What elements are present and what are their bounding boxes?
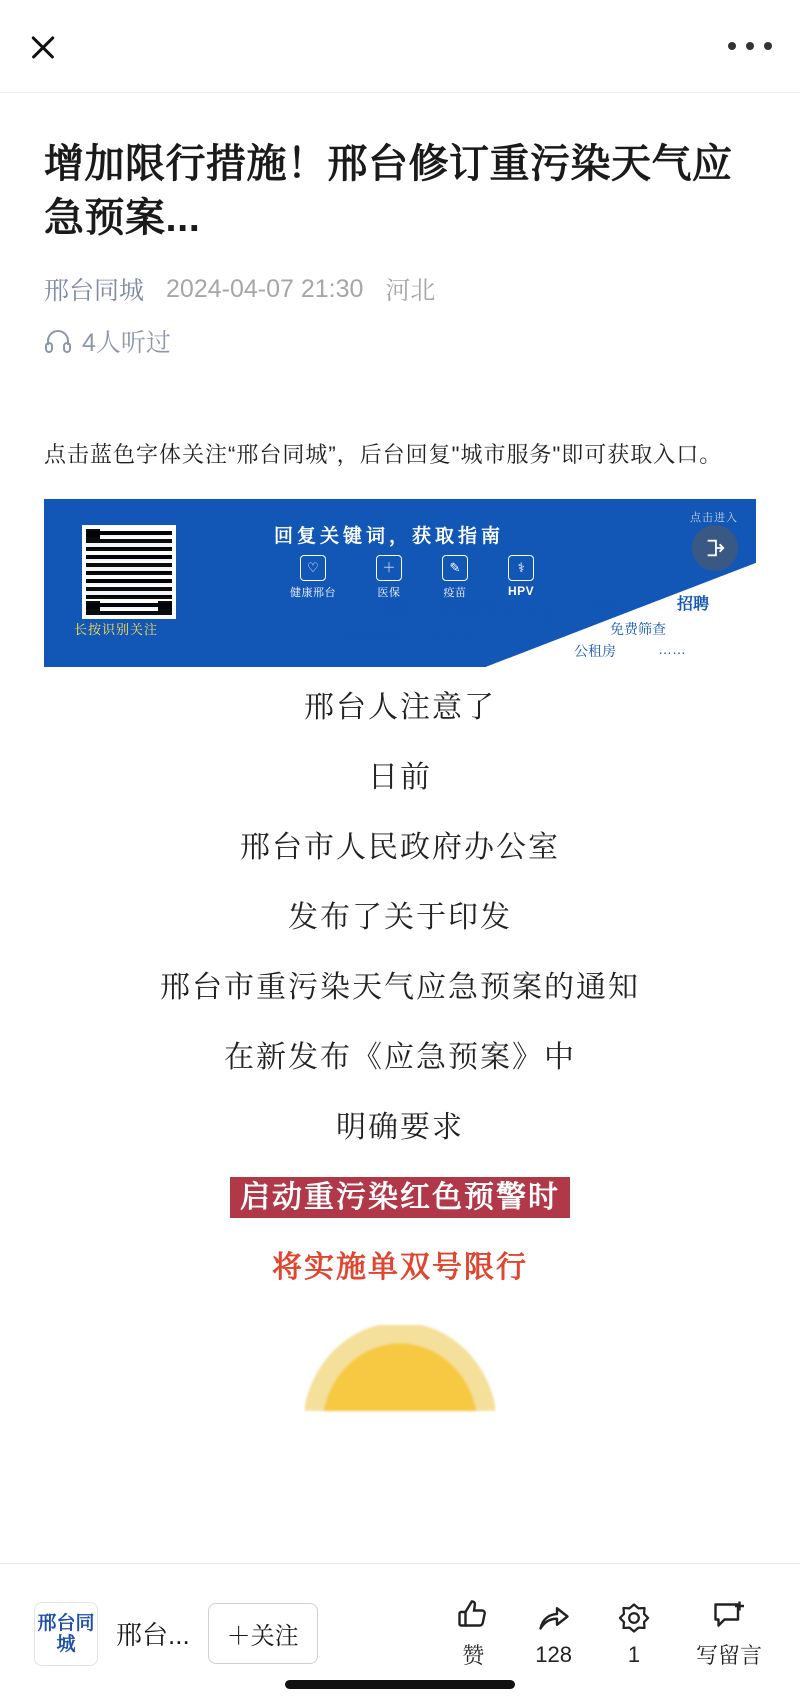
favorite-count: 1 bbox=[627, 1641, 641, 1667]
close-icon[interactable] bbox=[26, 30, 60, 64]
emoji-image-partial bbox=[305, 1325, 495, 1411]
medical-icon: ⚕ bbox=[508, 555, 534, 581]
account-name[interactable]: 邢台同城 bbox=[44, 277, 145, 305]
body-line: 邢台人注意了 bbox=[304, 691, 496, 724]
banner-keyword: 公交 bbox=[589, 595, 617, 611]
banner-keyword: 人才招引 bbox=[496, 601, 585, 626]
qr-code[interactable] bbox=[82, 525, 176, 619]
banner-keyword: 供暖 bbox=[382, 601, 410, 617]
body-line: 在新发布《应急预案》中 bbox=[224, 1041, 576, 1074]
banner-icon-label: 疫苗 bbox=[443, 587, 467, 599]
highlight-text: 启动重污染红色预警时 bbox=[230, 1177, 570, 1218]
publish-date: 2024-04-07 21:30 bbox=[166, 274, 364, 303]
qr-caption: 长按识别关注 bbox=[74, 622, 159, 637]
more-options-icon[interactable] bbox=[728, 38, 772, 54]
article-body-lines bbox=[44, 673, 756, 1303]
article-content bbox=[0, 93, 800, 1563]
body-line: 邢台市重污染天气应急预案的通知 bbox=[160, 971, 640, 1004]
syringe-icon: ✎ bbox=[442, 555, 468, 581]
promo-banner-image[interactable] bbox=[44, 499, 756, 667]
banner-keyword: 免费筛查 bbox=[610, 621, 666, 637]
banner-icon-insurance bbox=[376, 555, 402, 600]
banner-icon-row bbox=[290, 555, 534, 600]
comment-button[interactable] bbox=[696, 1597, 762, 1670]
home-indicator bbox=[285, 1680, 515, 1689]
body-line: 邢台市人民政府办公室 bbox=[240, 831, 560, 864]
banner-keyword: 公租房 bbox=[574, 643, 616, 659]
article-title: 增加限行措施！邢台修订重污染天气应急预案... bbox=[44, 142, 733, 240]
body-line: 发布了关于印发 bbox=[288, 901, 512, 934]
like-label: 赞 bbox=[462, 1643, 485, 1668]
body-line-red: 将实施单双号限行 bbox=[272, 1251, 528, 1284]
comment-plus-icon bbox=[711, 1597, 747, 1633]
lead-paragraph: 点击蓝色字体关注“邢台同城”，后台回复"城市服务"即可获取入口。 bbox=[44, 442, 723, 467]
banner-enter-hint: 点击进入 bbox=[690, 512, 738, 524]
listen-row[interactable] bbox=[44, 323, 756, 359]
body-line-highlighted bbox=[44, 1163, 756, 1233]
region-label: 河北 bbox=[385, 277, 436, 305]
share-button[interactable] bbox=[535, 1600, 572, 1668]
star-flower-icon bbox=[616, 1600, 652, 1636]
plus-icon: ＋ bbox=[376, 555, 402, 581]
banner-keyword: 招聘 bbox=[677, 596, 710, 613]
banner-icon-label: 健康邢台 bbox=[290, 587, 336, 599]
banner-icon-vaccine bbox=[442, 555, 468, 600]
like-button[interactable] bbox=[455, 1597, 491, 1670]
banner-headline: 回复关键词，获取指南 bbox=[274, 526, 505, 547]
banner-icon-label: HPV bbox=[508, 584, 535, 598]
listen-count: 4人听过 bbox=[82, 329, 171, 357]
enter-arrow-icon[interactable] bbox=[692, 525, 738, 571]
banner-keyword: 校外培训 bbox=[344, 629, 400, 645]
favorite-button[interactable] bbox=[616, 1600, 652, 1668]
share-count: 128 bbox=[535, 1641, 572, 1667]
action-group bbox=[455, 1597, 766, 1670]
bottom-action-bar bbox=[0, 1563, 800, 1703]
banner-keyword: …… bbox=[658, 641, 686, 657]
headphone-icon bbox=[44, 329, 72, 353]
banner-icon-label: 医保 bbox=[377, 587, 401, 599]
top-navigation-bar bbox=[0, 0, 800, 93]
follow-button[interactable]: ＋关注 bbox=[208, 1603, 318, 1664]
article-meta bbox=[44, 271, 756, 307]
banner-icon-health bbox=[290, 555, 336, 600]
body-line: 日前 bbox=[368, 761, 432, 794]
banner-keyword: 婚姻登记 bbox=[436, 600, 501, 617]
share-arrow-icon bbox=[536, 1600, 572, 1636]
banner-keyword: 失业金 bbox=[432, 629, 474, 645]
banner-icon-hpv bbox=[508, 555, 534, 600]
account-avatar[interactable]: 邢台同城 bbox=[34, 1602, 98, 1666]
thumbs-up-icon bbox=[455, 1597, 491, 1633]
heart-icon: ♡ bbox=[300, 555, 326, 581]
body-line: 明确要求 bbox=[336, 1111, 464, 1144]
comment-label: 写留言 bbox=[695, 1643, 762, 1668]
account-short-name[interactable]: 邢台... bbox=[116, 1620, 190, 1650]
